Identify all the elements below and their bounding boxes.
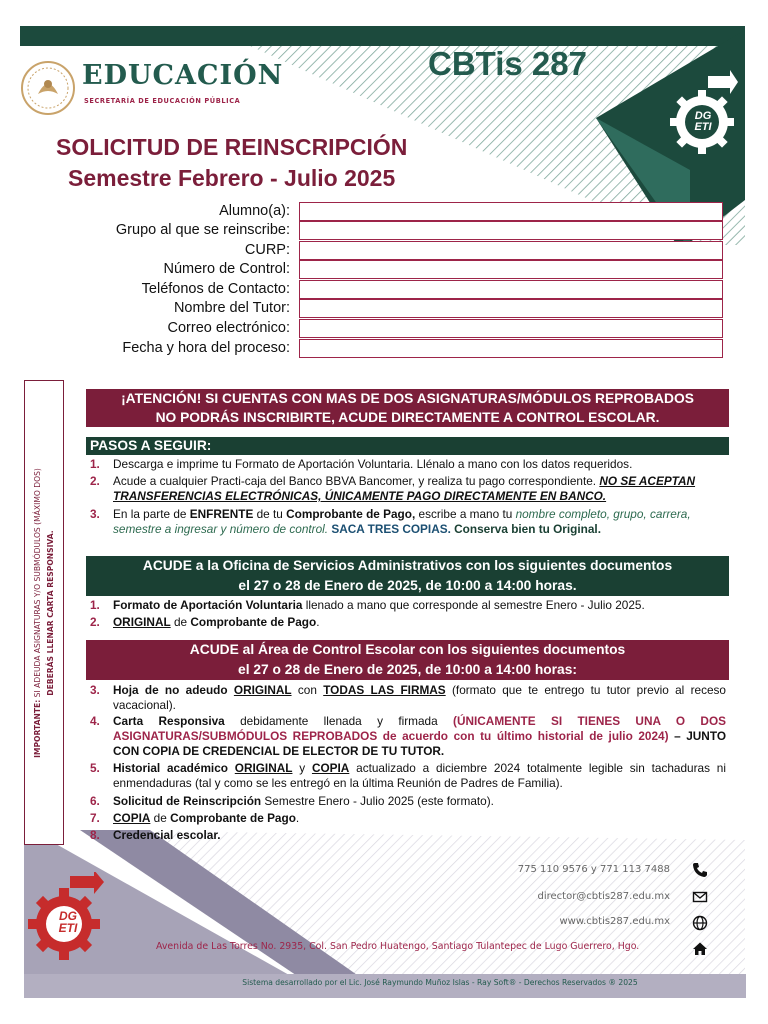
- admin-banner: [86, 556, 729, 596]
- field-curp[interactable]: [299, 241, 723, 260]
- side-note: [24, 380, 64, 845]
- side-note-line1: SI ADEUDA ASIGNATURAS Y/O SUBMÓDULOS (MÁXIMO DOS): [33, 467, 42, 697]
- page-title: SOLICITUD DE REINSCRIPCIÓN: [56, 134, 408, 160]
- footer-copyright: Sistema desarrollado por el Lic. José Raymundo Muñoz Islas - Ray Soft® - Derechos Reservados ® 2025: [242, 978, 638, 987]
- admin-item-2: 2. ORIGINAL de Comprobante de Pago.: [90, 615, 320, 629]
- phone-icon: [692, 862, 708, 878]
- steps-header: PASOS A SEGUIR:: [86, 437, 729, 455]
- control-item-4: 4. Carta Responsiva debidamente llenada y firmada (ÚNICAMENTE SI TIENES UNA O DOS ASIGNATURAS/SUBMÓDULOS REPROBADOS de acuerdo con tu último historial de julio 2024) – JUNTO CON COPIA DE CREDENCIAL DE ELECTOR DE TU TUTOR.: [90, 714, 726, 758]
- field-fecha[interactable]: [299, 339, 723, 358]
- admin-line2: el 27 o 28 de Enero de 2025, de 10:00 a 14:00 horas.: [238, 578, 577, 593]
- footer-email[interactable]: director@cbtis287.edu.mx: [537, 891, 670, 902]
- header-band: [20, 26, 745, 46]
- mail-icon: [692, 889, 708, 905]
- step-3: 3. En la parte de ENFRENTE de tu Comprobante de Pago, escribe a mano tu nombre completo, grupo, carrera, semestre a ingresar y número de control. SACA TRES COPIAS. Conserva bien tu Original.: [90, 507, 691, 536]
- badge-text-bottom: DG ETI: [58, 909, 78, 935]
- label-tutor: Nombre del Tutor:: [173, 300, 290, 316]
- field-telefonos[interactable]: [299, 280, 723, 299]
- field-correo[interactable]: [299, 319, 723, 338]
- national-emblem-icon: [20, 60, 76, 116]
- control-item-7: 7. COPIA de Comprobante de Pago.: [90, 811, 300, 825]
- side-note-line2: DEBERÁS LLENAR CARTA RESPONSIVA.: [46, 529, 55, 696]
- logo-text: EDUCACIÓN: [82, 60, 284, 91]
- label-curp: CURP:: [244, 242, 290, 258]
- control-item-6: 6. Solicitud de Reinscripción Semestre Enero - Julio 2025 (este formato).: [90, 794, 494, 808]
- control-line2: el 27 o 28 de Enero de 2025, de 10:00 a 14:00 horas:: [238, 662, 577, 677]
- home-icon: [692, 941, 708, 957]
- side-note-label: IMPORTANTE:: [33, 699, 42, 758]
- control-line1: ACUDE al Área de Control Escolar con los siguientes documentos: [189, 642, 626, 657]
- label-numero-control: Número de Control:: [163, 261, 290, 277]
- label-correo: Correo electrónico:: [167, 320, 290, 336]
- attention-banner: [86, 389, 729, 427]
- attention-line2: NO PODRÁS INSCRIBIRTE, ACUDE DIRECTAMENTE A CONTROL ESCOLAR.: [155, 410, 660, 425]
- label-telefonos: Teléfonos de Contacto:: [141, 281, 290, 297]
- admin-item-1: 1. Formato de Aportación Voluntaria llenado a mano que corresponde al semestre Enero - Julio 2025.: [90, 598, 645, 612]
- control-item-5: 5. Historial académico ORIGINAL y COPIA actualizado a diciembre 2024 totalmente legible sin tachaduras ni enmendaduras (tal y como se les entregó en la última Reunión de Padres de Familia).: [90, 761, 726, 790]
- field-tutor[interactable]: [299, 299, 723, 318]
- footer-web[interactable]: www.cbtis287.edu.mx: [559, 916, 670, 927]
- globe-icon: [692, 915, 708, 931]
- control-banner: [86, 640, 729, 680]
- label-alumno: Alumno(a):: [219, 203, 290, 219]
- control-item-8: 8. Credencial escolar.: [90, 828, 221, 842]
- label-grupo: Grupo al que se reinscribe:: [115, 222, 290, 238]
- school-name: CBTis 287: [428, 45, 587, 82]
- field-alumno[interactable]: [299, 202, 723, 221]
- logo-subtext: SECRETARÍA DE EDUCACIÓN PÚBLICA: [84, 97, 241, 105]
- admin-line1: ACUDE a la Oficina de Servicios Administrativos con los siguientes documentos: [142, 558, 673, 573]
- step-2: 2. Acude a cualquier Practi-caja del Banco BBVA Bancomer, y realiza tu pago correspondiente. NO SE ACEPTAN TRANSFERENCIAS ELECTRÓNICAS, ÚNICAMENTE PAGO DIRECTAMENTE EN BANCO.: [90, 474, 696, 503]
- badge-text-top: DG ETI: [694, 110, 712, 133]
- field-numero-control[interactable]: [299, 260, 723, 279]
- page-subtitle: Semestre Febrero - Julio 2025: [68, 165, 396, 191]
- footer-address: Avenida de Las Torres No. 2935, Col. San Pedro Huatengo, Santiago Tulantepec de Lugo Guerrero, Hgo.: [156, 941, 640, 952]
- footer-phone: 775 110 9576 y 771 113 7488: [517, 864, 670, 875]
- field-grupo[interactable]: [299, 221, 723, 240]
- step-1: 1. Descarga e imprime tu Formato de Aportación Voluntaria. Llénalo a mano con los datos requeridos.: [90, 457, 633, 471]
- attention-line1: ¡ATENCIÓN! SI CUENTAS CON MAS DE DOS ASIGNATURAS/MÓDULOS REPROBADOS: [121, 391, 694, 406]
- label-fecha: Fecha y hora del proceso:: [122, 340, 290, 356]
- control-item-3: 3. Hoja de no adeudo ORIGINAL con TODAS LAS FIRMAS (formato que te entrego tu tutor previo al receso vacacional).: [90, 683, 726, 712]
